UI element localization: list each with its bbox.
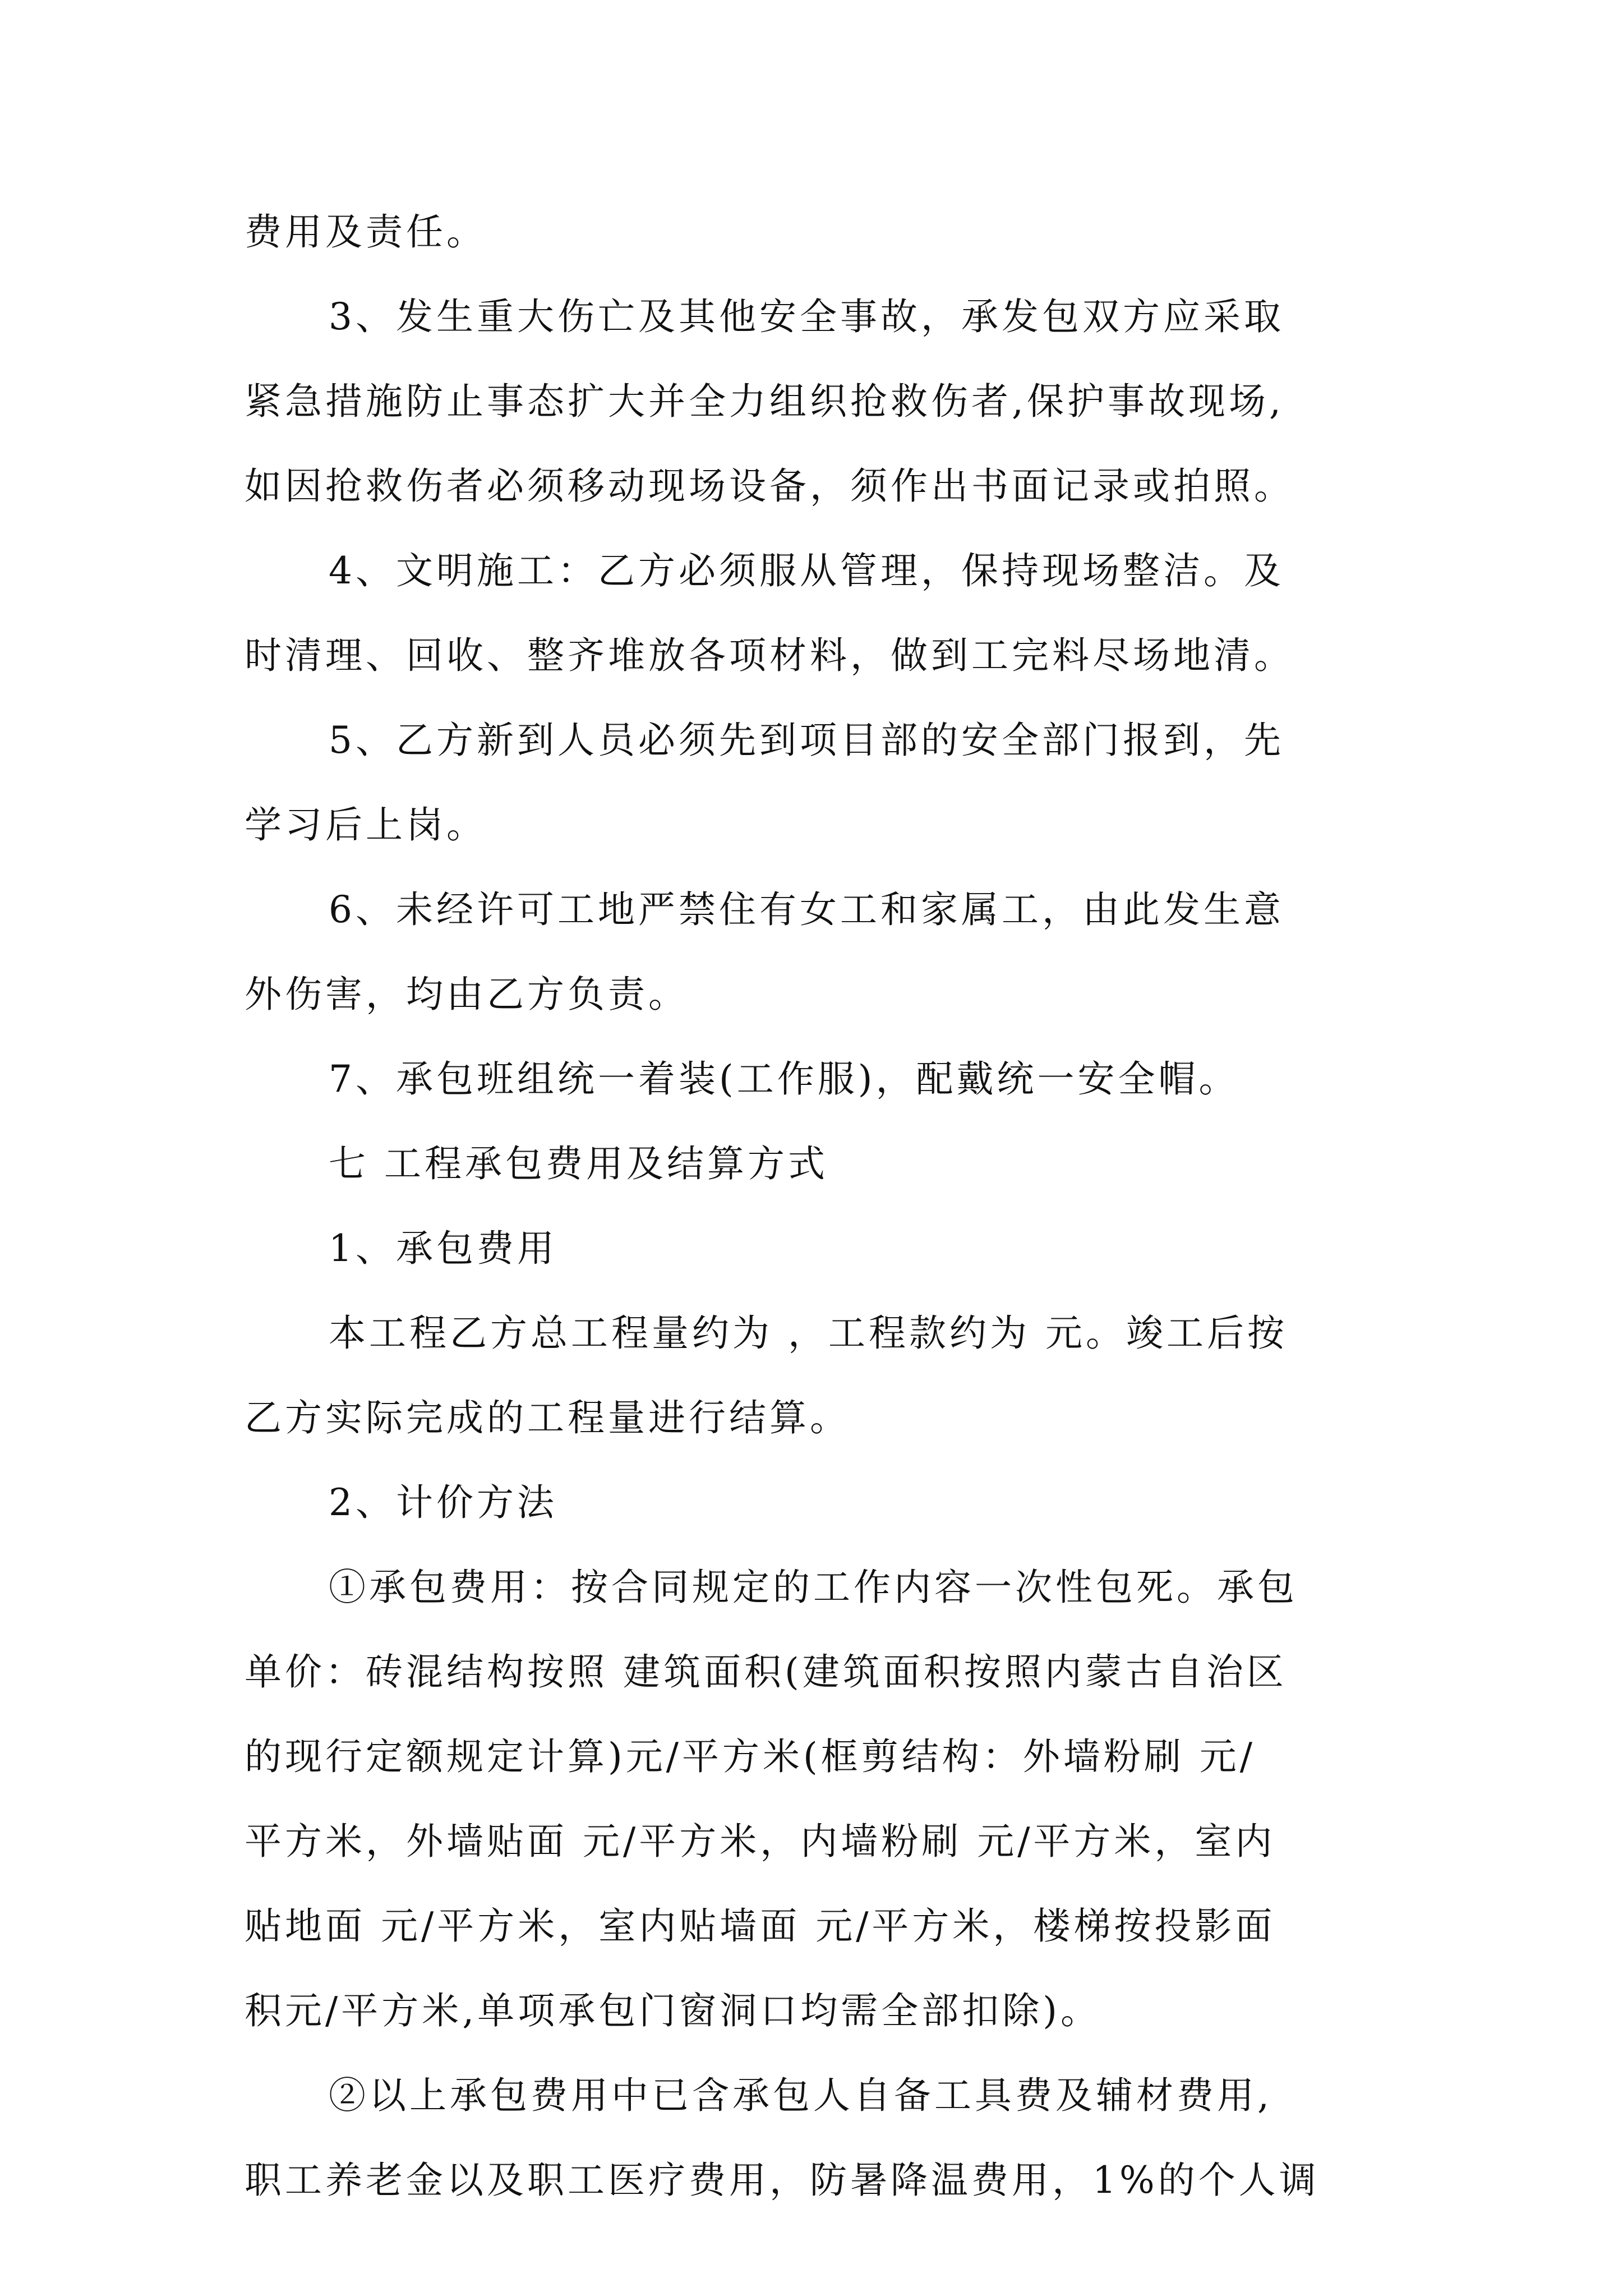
text-line: 7、承包班组统一着装(工作服)，配戴统一安全帽。 (329, 1057, 1239, 1101)
text-line: 3、发生重大伤亡及其他安全事故，承发包双方应采取 (329, 295, 1284, 338)
text-line: 积元/平方米,单项承包门窗洞口均需全部扣除)。 (245, 1989, 1101, 2032)
text-line: 5、乙方新到人员必须先到项目部的安全部门报到，先 (329, 719, 1284, 762)
subsection-heading: 2、计价方法 (329, 1481, 557, 1524)
text-line: 外伤害，均由乙方负责。 (245, 973, 689, 1016)
text-line: 贴地面 元/平方米，室内贴墙面 元/平方米，楼梯按投影面 (245, 1904, 1276, 1948)
text-line: 时清理、回收、整齐堆放各项材料，做到工完料尽场地清。 (245, 634, 1294, 677)
text-line: 学习后上岗。 (245, 803, 487, 846)
text-line: 乙方实际完成的工程量进行结算。 (245, 1396, 850, 1439)
text-line: 4、文明施工：乙方必须服从管理，保持现场整洁。及 (329, 549, 1284, 592)
text-line: 6、未经许可工地严禁住有女工和家属工，由此发生意 (329, 888, 1284, 931)
text-line: 平方米，外墙贴面 元/平方米，内墙粉刷 元/平方米，室内 (245, 1820, 1276, 1863)
text-line: 单价：砖混结构按照 建筑面积(建筑面积按照内蒙古自治区 (245, 1650, 1287, 1694)
text-line: ①承包费用：按合同规定的工作内容一次性包死。承包 (329, 1566, 1298, 1609)
text-line: 本工程乙方总工程量约为 ，工程款约为 元。竣工后按 (329, 1312, 1288, 1355)
document-body (245, 190, 1389, 2223)
subsection-heading: 1、承包费用 (329, 1227, 557, 1270)
text-line: 费用及责任。 (245, 210, 487, 254)
text-line: 如因抢救伤者必须移动现场设备，须作出书面记录或拍照。 (245, 464, 1294, 508)
text-line: 的现行定额规定计算)元/平方米(框剪结构：外墙粉刷 元/ (245, 1735, 1256, 1778)
text-line: 紧急措施防止事态扩大并全力组织抢救伤者,保护事故现场, (245, 380, 1284, 423)
text-line: ②以上承包费用中已含承包人自备工具费及辅材费用, (329, 2074, 1272, 2117)
section-heading: 七 工程承包费用及结算方式 (329, 1142, 828, 1185)
text-line: 职工养老金以及职工医疗费用，防暑降温费用，1%的个人调 (245, 2159, 1320, 2202)
